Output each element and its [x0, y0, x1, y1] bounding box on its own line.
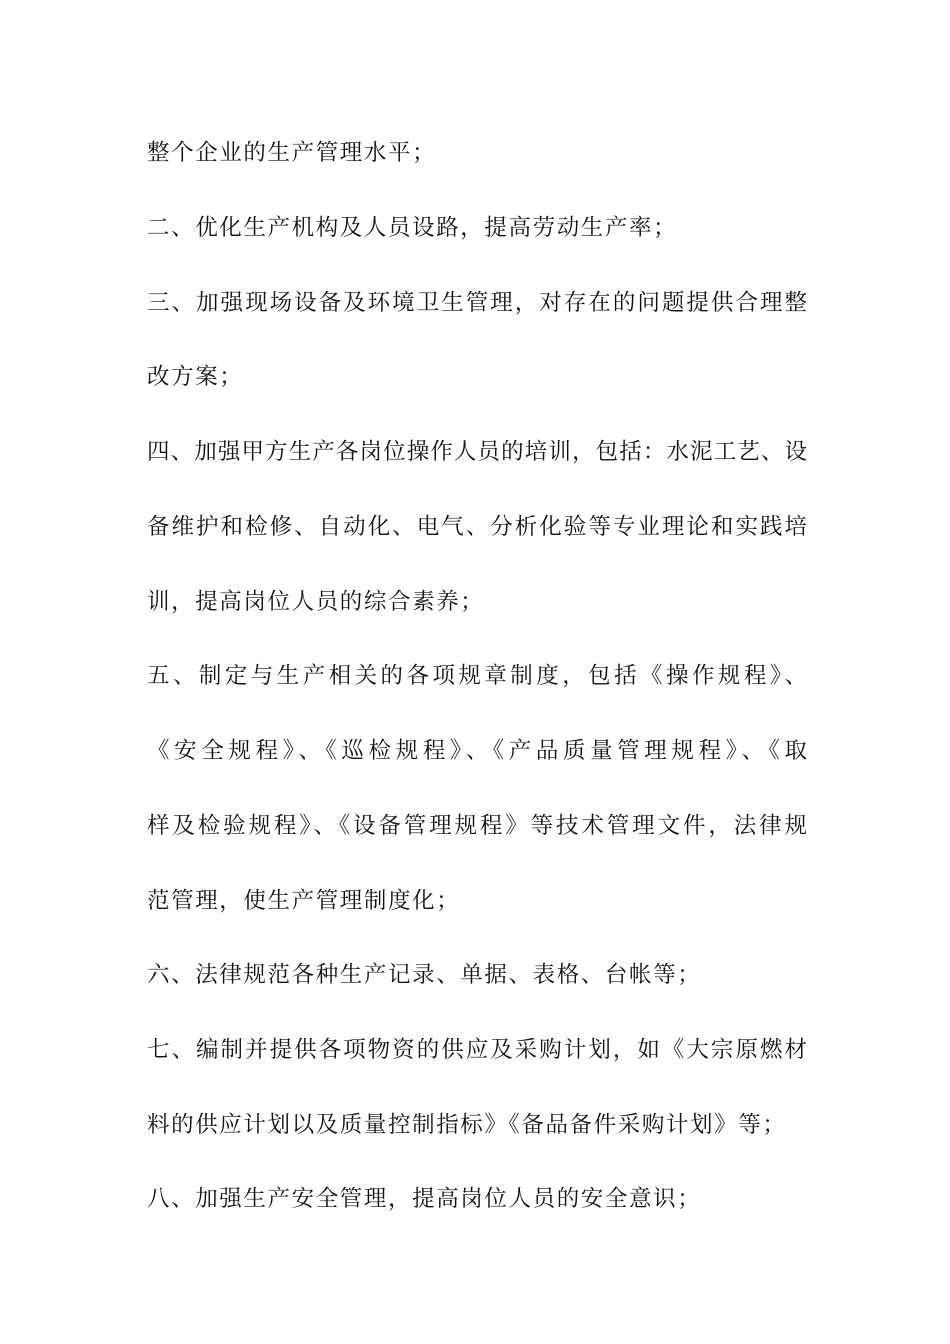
text-line-7: 训，提高岗位人员的综合素养； — [147, 589, 485, 615]
text-line-10: 样及检验规程》、《设备管理规程》等技术管理文件，法律规 — [147, 813, 807, 839]
text-line-4: 改方案； — [147, 364, 244, 390]
text-line-6: 备维护和检修、自动化、电气、分析化验等专业理论和实践培 — [147, 514, 807, 540]
text-line-15: 八、加强生产安全管理，提高岗位人员的安全意识； — [147, 1186, 702, 1212]
text-line-8: 五、制定与生产相关的各项规章制度，包括《操作规程》、 — [147, 663, 807, 689]
text-line-5: 四、加强甲方生产各岗位操作人员的培训，包括：水泥工艺、设 — [147, 439, 807, 465]
text-line-14: 料的供应计划以及质量控制指标》《备品备件采购计划》等； — [147, 1112, 787, 1138]
text-line-13: 七、编制并提供各项物资的供应及采购计划，如《大宗原燃材 — [147, 1037, 807, 1063]
text-line-9: 《安全规程》、《巡检规程》、《产品质量管理规程》、《取 — [147, 738, 807, 764]
text-line-2: 二、优化生产机构及人员设路，提高劳动生产率； — [147, 215, 678, 241]
text-line-11: 范管理，使生产管理制度化； — [147, 888, 461, 914]
text-line-12: 六、法律规范各种生产记录、单据、表格、台帐等； — [147, 962, 702, 988]
text-line-3: 三、加强现场设备及环境卫生管理，对存在的问题提供合理整 — [147, 290, 807, 316]
text-line-1: 整个企业的生产管理水平； — [147, 140, 437, 166]
